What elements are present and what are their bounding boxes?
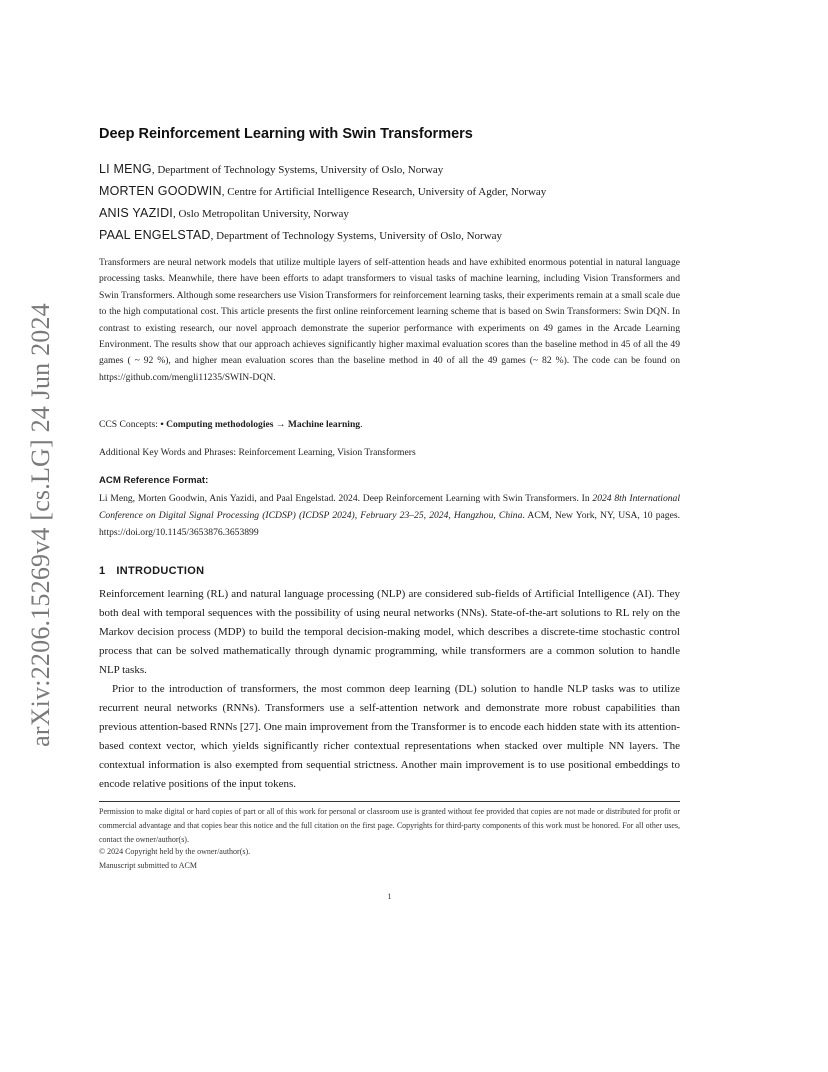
section-title: INTRODUCTION [116,565,205,577]
author-affiliation: , Department of Technology Systems, University of Oslo, Norway [151,164,444,176]
author-line [99,206,680,220]
abstract: Transformers are neural network models that utilize multiple layers of self-attention heads and have exhibited enormous potential in natural language processing tasks. Meanwhile, there have been efforts to adapt transformers to visual tasks of machine learning, including Vision Transformers and Swin Transformers. Although some researchers use Vision Transformers for reinforcement learning tasks, their experiments remain at a small scale due to the high computational cost. This article presents the first online reinforcement learning scheme that is based on Swin Transformers: Swin DQN. In contrast to existing research, our novel approach demonstrate the superior performance with experiments on 49 games in the Arcade Learning Environment. The results show that our approach achieves significantly higher maximal evaluation scores than the baseline method in 45 of all the 49 games ( ~ 92 %), and higher mean evaluation scores than the baseline method in 40 of all the 49 games (~ 82 %). The code can be found on https://github.com/mengli11235/SWIN-DQN. [99,257,680,383]
page-number: 1 [387,892,392,901]
body-paragraph: Reinforcement learning (RL) and natural language processing (NLP) are considered sub-fields of Artificial Intelligence (AI). They both deal with temporal sequences with the possibility of using neural networks (NNs). State-of-the-art solutions to RL rely on the Markov decision process (MDP) to build the temporal decision-making model, which describes a discrete-time stochastic control process that can be solved mathematically through dynamic programming, while transformers are a common solution to handle NLP tasks. [99,588,680,676]
author-name: MORTEN GOODWIN [99,184,222,198]
ccs-concepts [99,419,363,430]
copyright-line: © 2024 Copyright held by the owner/author(s). [99,847,251,856]
permission-footnote: Permission to make digital or hard copies of part or all of this work for personal or classroom use is granted without fee provided that copies are not made or distributed for profit or commercial advantage and that copies bear this notice and the full citation on the first page. Copyrights for third-party components of this work must be honored. For all other uses, contact the owner/author(s). [99,807,680,844]
footnote-rule [99,801,680,802]
ccs-concept: • Computing methodologies → Machine learning [160,419,361,430]
keywords: Additional Key Words and Phrases: Reinforcement Learning, Vision Transformers [99,447,416,458]
arxiv-identifier-text: arXiv:2206.15269v4 [cs.LG] 24 Jun 2024 [26,303,55,747]
body-paragraph: Prior to the introduction of transformers, the most common deep learning (DL) solution to handle NLP tasks was to utilize recurrent neural networks (RNNs). Transformers use a self-attention network and demonstrate more robust capabilities than previous attention-based RNNs [27]. One main improvement from the Transformer is to encode each hidden state with its attention-based context vector, which yields significantly richer contextual representations when stacked over multiple NN layers. The contextual information is also exempted from sequential strictness. Another main improvement is to use positional embeddings to encode relative positions of the input tokens. [99,683,680,790]
section-heading [99,565,204,577]
section-number: 1 [99,565,106,577]
acm-reference-heading: ACM Reference Format: [99,475,209,486]
manuscript-line: Manuscript submitted to ACM [99,861,197,870]
author-affiliation: , Department of Technology Systems, University of Oslo, Norway [210,230,503,242]
acm-reference [99,490,680,541]
acm-reference-venue: 2024 8th International Conference on Digital Signal Processing (ICDSP) (ICDSP 2024), February 23–25, 2024, Hangzhou, China [99,493,681,521]
author-line [99,228,680,242]
author-name: LI MENG [99,162,152,176]
arxiv-identifier [22,290,60,760]
paper-title: Deep Reinforcement Learning with Swin Transformers [99,126,473,142]
ccs-end: . [360,419,363,430]
acm-reference-authors: Li Meng, Morten Goodwin, Anis Yazidi, and Paal Engelstad. 2024. Deep Reinforcement Learning with Swin Transformers. In [99,493,593,504]
author-affiliation: , Centre for Artificial Intelligence Research, University of Agder, Norway [221,186,547,198]
author-line [99,184,680,198]
author-name: ANIS YAZIDI [99,206,173,220]
ccs-label: CCS Concepts: [99,419,161,430]
author-affiliation: , Oslo Metropolitan University, Norway [172,208,349,220]
author-line [99,162,680,176]
acm-reference-publisher: . ACM, New York, NY, USA, 10 pages. https://doi.org/10.1145/3653876.3653899 [99,510,680,538]
author-name: PAAL ENGELSTAD [99,228,211,242]
